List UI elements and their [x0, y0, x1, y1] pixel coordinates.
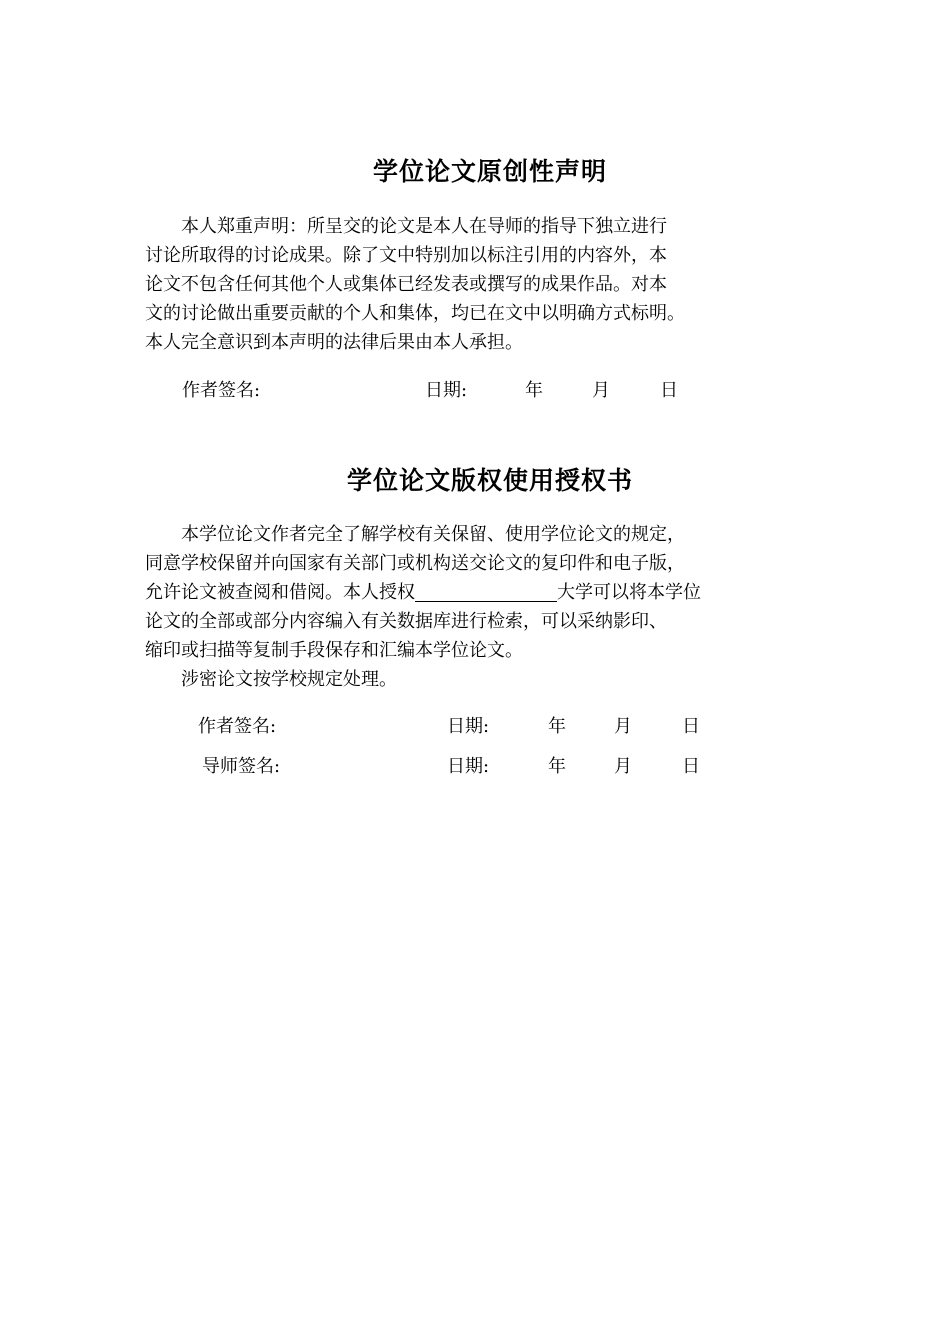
- declaration-line: 讨论所取得的讨论成果。除了文中特别加以标注引用的内容外，本: [145, 245, 667, 266]
- authorization-line: 论文的全部或部分内容编入有关数据库进行检索，可以采纳影印、: [145, 611, 667, 632]
- declaration-title: 学位论文原创性声明: [372, 157, 607, 186]
- authorization-line: 涉密论文按学校规定处理。: [181, 669, 397, 690]
- authorization-line: 本学位论文作者完全了解学校有关保留、使用学位论文的规定，: [181, 524, 685, 545]
- authorization-line: 缩印或扫描等复制手段保存和汇编本学位论文。: [145, 640, 523, 661]
- month-label: 月: [592, 380, 610, 401]
- university-name-blank[interactable]: [415, 581, 557, 602]
- declaration-paragraph: [145, 212, 815, 357]
- date-label: 日期:: [447, 756, 490, 777]
- authorization-text: 允许论文被查阅和借阅。本人授权: [145, 582, 415, 603]
- date-label: 日期:: [447, 716, 490, 737]
- date-label: 日期:: [425, 380, 468, 401]
- advisor-signature-label: 导师签名:: [202, 756, 281, 777]
- year-label: 年: [548, 756, 566, 777]
- authorization-line: [145, 578, 815, 607]
- year-label: 年: [525, 380, 543, 401]
- authorization-paragraph: [145, 520, 815, 694]
- day-label: 日: [682, 716, 700, 737]
- authorization-line: 同意学校保留并向国家有关部门或机构送交论文的复印件和电子版，: [145, 553, 685, 574]
- day-label: 日: [682, 756, 700, 777]
- author-signature-row: [0, 715, 950, 739]
- declaration-line: 论文不包含任何其他个人或集体已经发表或撰写的成果作品。对本: [145, 274, 667, 295]
- authorization-title: 学位论文版权使用授权书: [346, 466, 633, 495]
- author-signature-label: 作者签名:: [182, 380, 261, 401]
- declaration-line: 本人完全意识到本声明的法律后果由本人承担。: [145, 332, 523, 353]
- authorization-text: 大学可以将本学位: [557, 582, 701, 603]
- declaration-signature-row: [0, 379, 950, 403]
- declaration-line: 本人郑重声明：所呈交的论文是本人在导师的指导下独立进行: [181, 216, 667, 237]
- month-label: 月: [614, 716, 632, 737]
- day-label: 日: [660, 380, 678, 401]
- month-label: 月: [614, 756, 632, 777]
- year-label: 年: [548, 716, 566, 737]
- advisor-signature-row: [0, 755, 950, 779]
- author-signature-label: 作者签名:: [198, 716, 277, 737]
- declaration-line: 文的讨论做出重要贡献的个人和集体，均已在文中以明确方式标明。: [145, 303, 685, 324]
